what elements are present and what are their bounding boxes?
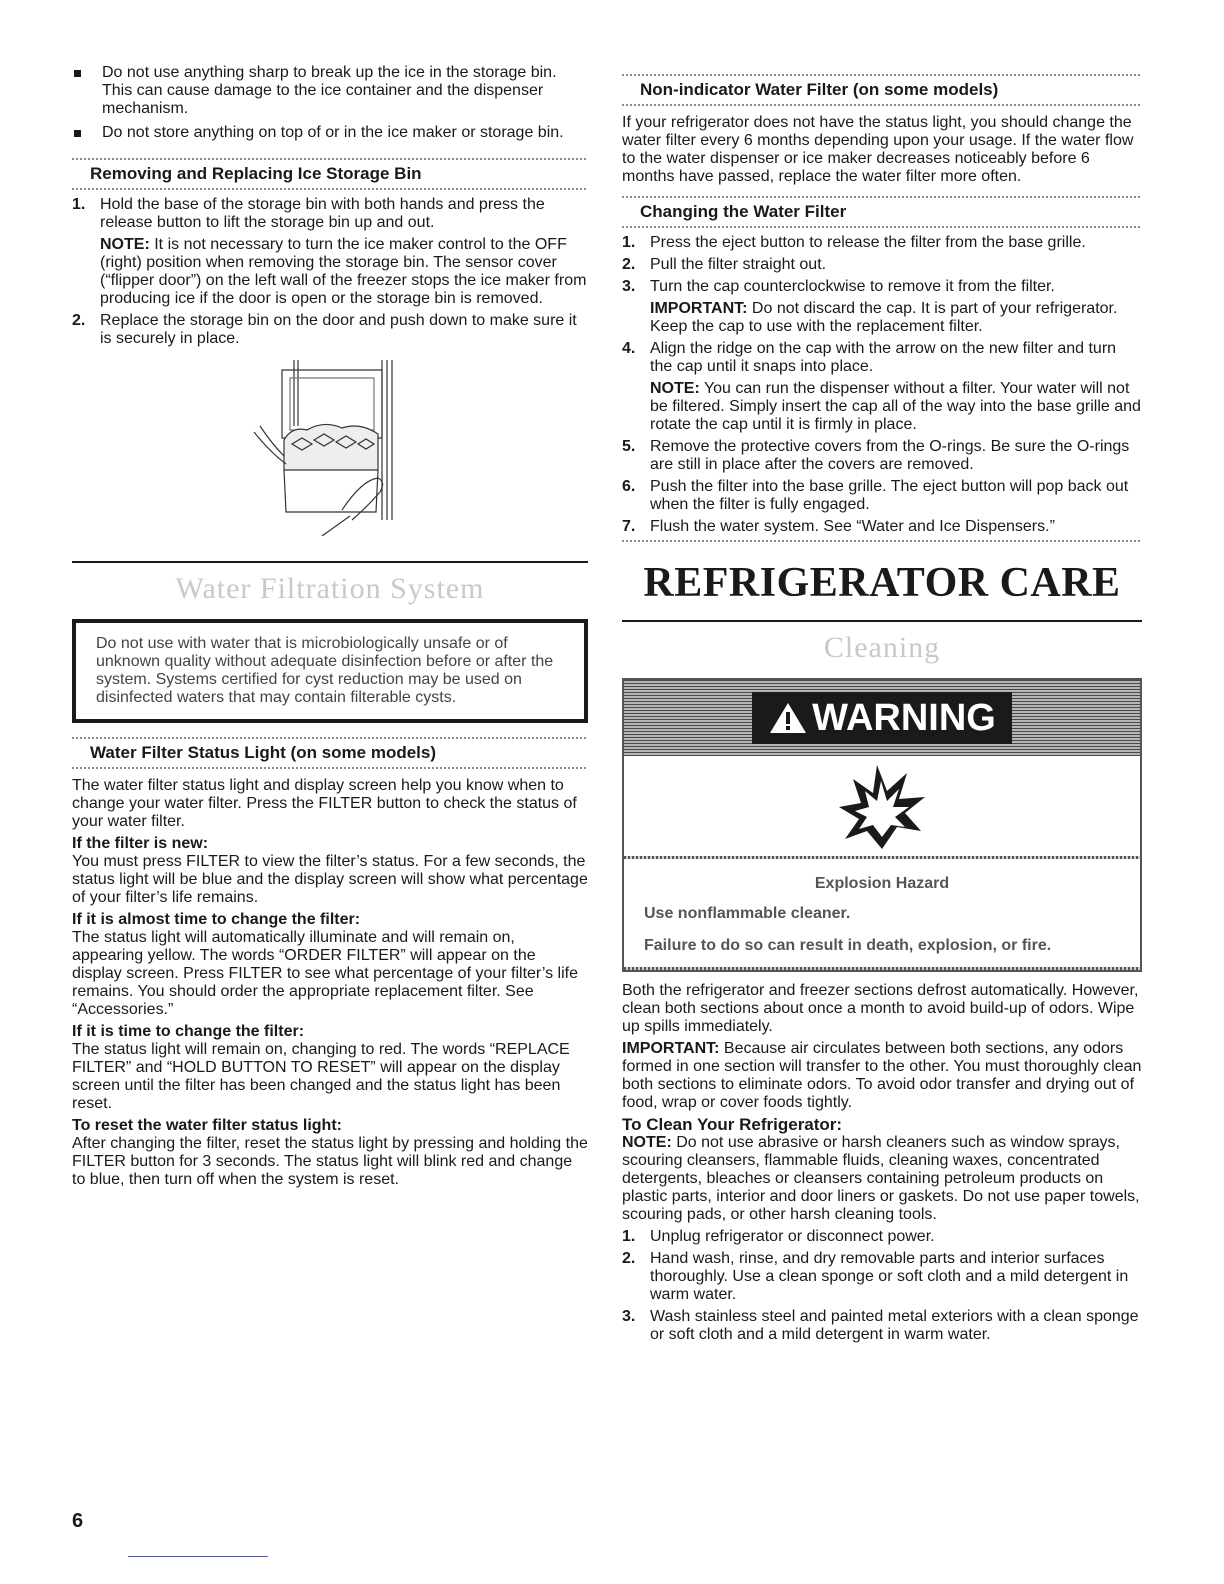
warning-divider — [624, 967, 1140, 970]
removing-bin-steps — [72, 196, 588, 348]
refrigerator-care-title: REFRIGERATOR CARE — [643, 560, 1121, 606]
list-item: 1. Unplug refrigerator or disconnect power. — [622, 1228, 935, 1245]
list-item: 7. Flush the water system. See “Water and Ice Dispensers.” — [622, 518, 1055, 535]
clean-refrigerator-lead: To Clean Your Refrigerator: — [622, 1115, 843, 1134]
list-item: Do not use anything sharp to break up the ice in the storage bin. This can cause damage to the ice container and the dispenser mechanism. — [72, 64, 588, 118]
list-item: 2. Replace the storage bin on the door and push down to make sure it is securely in place. — [72, 312, 577, 347]
list-item: 3. Turn the cap counterclockwise to remove it from the filter. IMPORTANT: Do not discard the cap. It is part of your refrigerator. Keep the cap to use with the replacement filter. — [622, 278, 1142, 336]
list-item: 2. Hand wash, rinse, and dry removable parts and interior surfaces thoroughly. Use a clean sponge or soft cloth and a mild detergent in warm water. — [622, 1250, 1129, 1303]
dispenser-note: NOTE: You can run the dispenser without a filter. Your water will not be filtered. Simply insert the cap all of the way into the base grille and rotate the cap until it is firmly in place. — [650, 380, 1141, 433]
reset-light-lead: To reset the water filter status light: — [72, 1117, 342, 1134]
section-divider — [72, 561, 588, 563]
bullet-square-icon — [74, 130, 81, 137]
warning-line-2: Failure to do so can result in death, explosion, or fire. — [644, 937, 1052, 954]
water-filtration-title: Water Filtration System — [175, 572, 485, 605]
bullet-square-icon — [74, 70, 81, 77]
defrost-intro: Both the refrigerator and freezer sections defrost automatically. However, clean both sections about once a month to avoid build-up of odors. Wipe up spills immediately. — [622, 982, 1139, 1035]
page-number: 6 — [72, 1510, 84, 1532]
ice-bin-bullets — [72, 64, 588, 142]
changing-filter-heading: Changing the Water Filter — [622, 194, 1142, 230]
non-indicator-text: If your refrigerator does not have the status light, you should change the water filter every 6 months depending upon your usage. If the water flow to the water dispenser or ice maker decreases noticeably before 6 months have passed, replace the water filter more often. — [622, 114, 1134, 185]
status-light-intro: The water filter status light and display screen help you know when to change your water filter. Press the FILTER button to check the status of your water filter. — [72, 777, 577, 830]
cleaning-title: Cleaning — [823, 631, 941, 664]
cleaners-note: NOTE: Do not use abrasive or harsh cleaners such as window sprays, scouring cleansers, flammable fluids, cleaning waxes, concentrated detergents, bleaches or cleansers containing petroleum products on plastic parts, interior and door liners or gaskets. Do not use paper towels, scouring pads, or other harsh cleaning tools. — [622, 1134, 1140, 1223]
water-filtration-warning-box: Do not use with water that is microbiologically unsafe or of unknown quality without adequate disinfection before or after the system. Systems certified for cyst reduction may be used on disinfected waters that may contain filterable cysts. — [72, 619, 588, 723]
footer-line — [128, 1556, 268, 1557]
filter-new-lead: If the filter is new: — [72, 835, 209, 852]
warning-line-1: Use nonflammable cleaner. — [644, 905, 851, 922]
removing-bin-heading: Removing and Replacing Ice Storage Bin — [72, 156, 588, 192]
filter-new-text: You must press FILTER to view the filter’s status. For a few seconds, the status light will be blue and the display screen will show what percentage of your filter’s life remains. — [72, 853, 588, 906]
list-item: Do not store anything on top of or in the ice maker or storage bin. — [72, 124, 588, 142]
explosion-icon-area — [624, 756, 1140, 856]
warning-panel — [622, 678, 1142, 972]
filter-time-text: The status light will remain on, changing to red. The words “REPLACE FILTER” and “HOLD BUTTON TO RESET” will appear on the display screen until the filter has been changed and the status light has been reset. — [72, 1041, 570, 1112]
right-column — [622, 64, 1142, 1348]
reset-light-text: After changing the filter, reset the status light by pressing and holding the FILTER button for 3 seconds. The status light will blink red and change to blue, then turn off when the system is reset. — [72, 1135, 588, 1188]
section-divider — [622, 620, 1142, 622]
list-item: 2. Pull the filter straight out. — [622, 256, 827, 273]
list-item: 1. Press the eject button to release the filter from the base grille. — [622, 234, 1086, 251]
explosion-icon — [837, 761, 927, 851]
list-item: 3. Wash stainless steel and painted metal exteriors with a clean sponge or soft cloth and a mild detergent in warm water. — [622, 1308, 1139, 1343]
list-item: 4. Align the ridge on the cap with the arrow on the new filter and turn the cap until it snaps into place. NOTE: You can run the dispenser without a filter. Your water will not be filtered. Simply insert the cap all of the way into the base grille and rotate the cap until it is firmly in place. — [622, 340, 1141, 433]
non-indicator-heading: Non-indicator Water Filter (on some models) — [622, 72, 1142, 108]
removing-note: NOTE: It is not necessary to turn the ice maker control to the OFF (right) position when removing the storage bin. The sensor cover (“flipper door”) on the left wall of the freezer stops the ice maker from producing ice if the door is open or the storage bin is removed. — [100, 236, 587, 307]
warning-label: WARNING — [752, 692, 1012, 744]
warning-text — [624, 859, 1140, 967]
list-item: 5. Remove the protective covers from the O-rings. Be sure the O-rings are still in place after the covers are removed. — [622, 438, 1130, 473]
left-column — [72, 64, 588, 1193]
status-light-heading: Water Filter Status Light (on some models) — [72, 735, 588, 771]
filter-almost-text: The status light will automatically illuminate and will remain on, appearing yellow. The words “ORDER FILTER” will appear on the display screen. Press FILTER to see what percentage of your filter’s life remains. You should order the appropriate replacement filter. See “Accessories.” — [72, 929, 579, 1018]
warning-triangle-icon — [768, 701, 808, 735]
list-item: 1. Hold the base of the storage bin with both hands and press the release button to lift the storage bin up and out. NOTE: It is not necessary to turn the ice maker control to the OFF (right) position when removing the storage bin. The sensor cover (“flipper door”) on the left wall of the freezer stops the ice maker from producing ice if the door is open or the storage bin is removed. — [72, 196, 587, 307]
list-item: 6. Push the filter into the base grille. The eject button will pop back out when the filter is fully engaged. — [622, 478, 1129, 513]
odor-important: IMPORTANT: Because air circulates between both sections, any odors formed in one section will transfer to the other. You must thoroughly clean both sections to eliminate odors. To avoid odor transfer and drying out of food, wrap or cover foods tightly. — [622, 1040, 1142, 1111]
dotted-divider — [622, 540, 1142, 542]
important-cap-note: IMPORTANT: Do not discard the cap. It is part of your refrigerator. Keep the cap to use with the replacement filter. — [650, 300, 1118, 335]
hazard-title: Explosion Hazard — [814, 875, 950, 892]
ice-bin-illustration — [232, 360, 472, 536]
filter-almost-lead: If it is almost time to change the filter: — [72, 911, 361, 928]
warning-banner — [624, 680, 1140, 756]
changing-filter-steps — [622, 234, 1142, 536]
filter-time-lead: If it is time to change the filter: — [72, 1023, 305, 1040]
cleaning-steps — [622, 1228, 1142, 1344]
